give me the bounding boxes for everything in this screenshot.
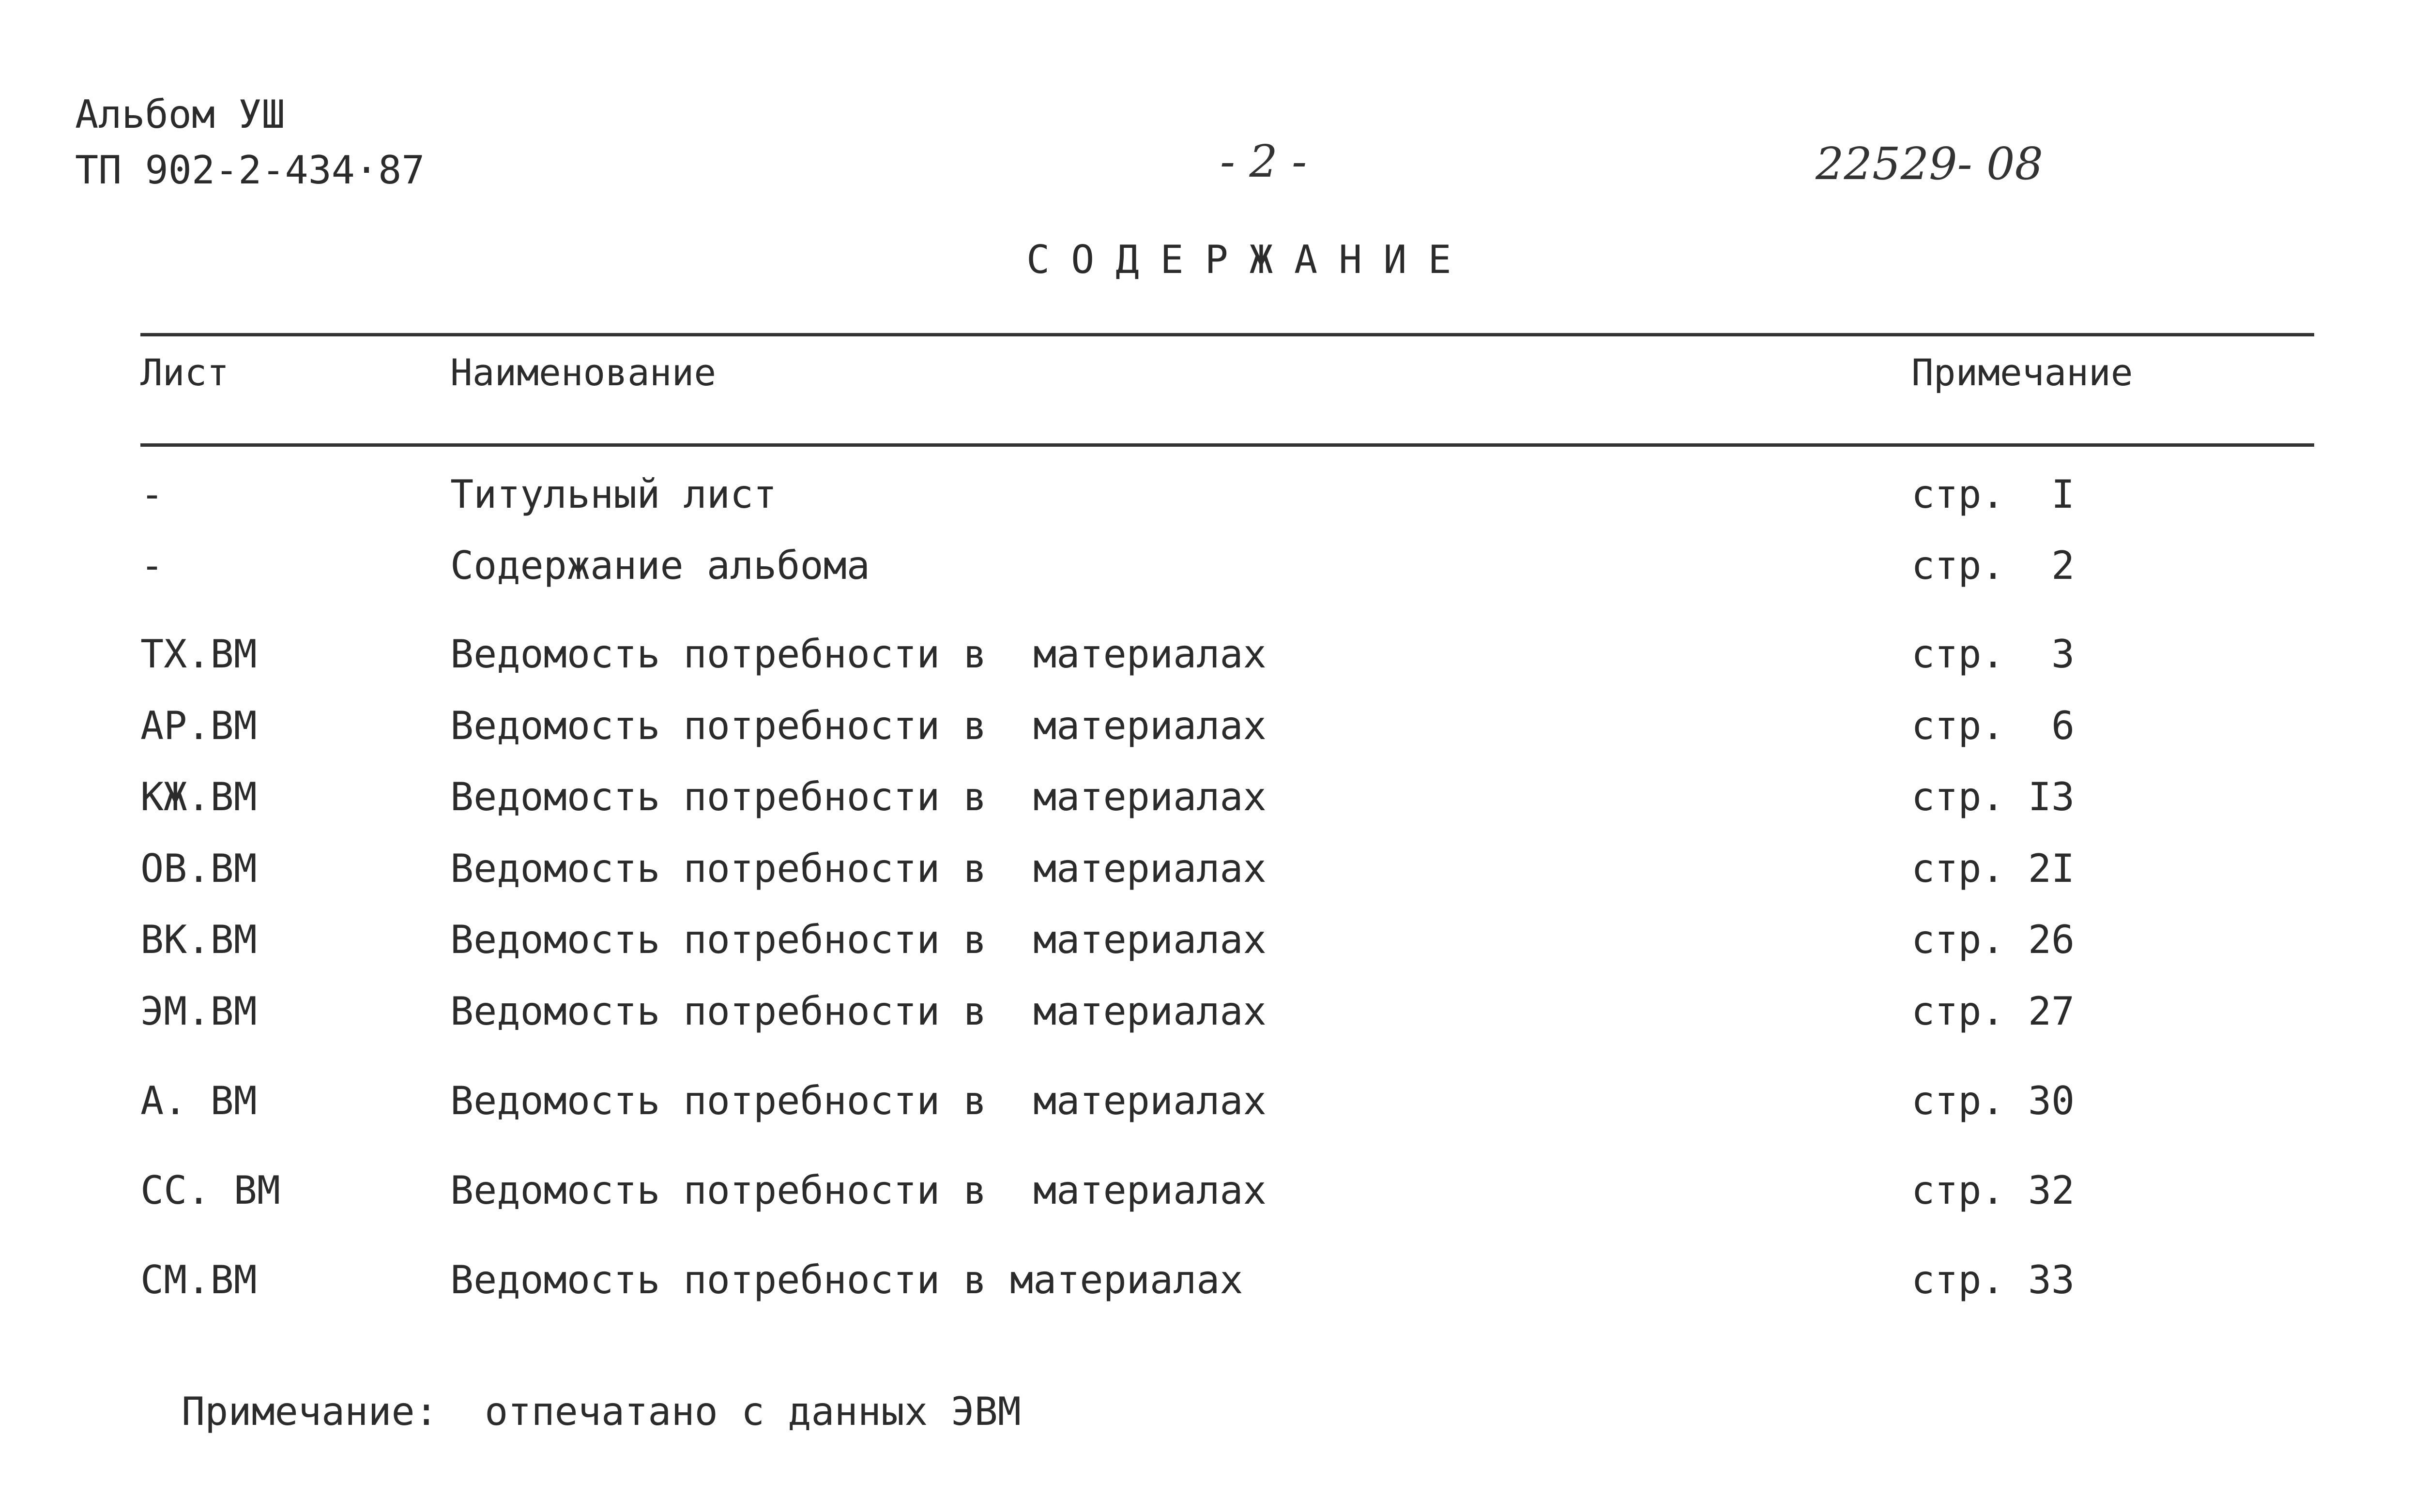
table-row bbox=[0, 1078, 2412, 1127]
column-header-name: Наименование bbox=[450, 351, 717, 394]
column-header-note: Примечание bbox=[1911, 351, 2133, 394]
row-sheet: СС. ВМ bbox=[140, 1168, 280, 1213]
row-name: Ведомость потребности в материалах bbox=[450, 1078, 1267, 1123]
row-name: Титульный лист bbox=[450, 472, 777, 517]
document-code: ТП 902-2-434·87 bbox=[75, 148, 425, 193]
row-name: Ведомость потребности в материалах bbox=[450, 774, 1267, 819]
table-row bbox=[0, 917, 2412, 966]
row-note: стр. 32 bbox=[1911, 1168, 2075, 1213]
row-sheet: А. ВМ bbox=[140, 1078, 257, 1123]
row-name: Ведомость потребности в материалах bbox=[450, 846, 1267, 891]
row-name: Содержание альбома bbox=[450, 543, 870, 588]
footer-note: Примечание: отпечатано с данных ЭВМ bbox=[182, 1389, 1021, 1434]
row-name: Ведомость потребности в материалах bbox=[450, 703, 1267, 748]
row-sheet: СМ.ВМ bbox=[140, 1257, 257, 1302]
page-number: - 2 - bbox=[1220, 136, 1307, 187]
row-name: Ведомость потребности в материалах bbox=[450, 632, 1267, 677]
table-row bbox=[0, 1257, 2412, 1306]
row-note: стр. 3 bbox=[1911, 632, 2075, 677]
row-note: стр. I3 bbox=[1911, 774, 2075, 819]
row-note: стр. 33 bbox=[1911, 1257, 2075, 1302]
row-name: Ведомость потребности в материалах bbox=[450, 1168, 1267, 1213]
table-row bbox=[0, 1168, 2412, 1216]
album-label: Альбом УШ bbox=[75, 92, 285, 137]
row-note: стр. I bbox=[1911, 472, 2075, 517]
row-sheet: - bbox=[140, 543, 164, 588]
row-sheet: КЖ.ВМ bbox=[140, 774, 257, 819]
table-top-rule bbox=[140, 333, 2314, 336]
row-sheet: - bbox=[140, 472, 164, 517]
row-note: стр. 26 bbox=[1911, 917, 2075, 962]
row-sheet: АР.ВМ bbox=[140, 703, 257, 748]
page-title: СОДЕРЖАНИЕ bbox=[1026, 237, 1473, 282]
row-note: стр. 27 bbox=[1911, 989, 2075, 1034]
row-name: Ведомость потребности в материалах bbox=[450, 989, 1267, 1034]
table-row bbox=[0, 774, 2412, 823]
row-note: стр. 6 bbox=[1911, 703, 2075, 748]
row-sheet: ТХ.ВМ bbox=[140, 632, 257, 677]
row-sheet: ОВ.ВМ bbox=[140, 846, 257, 891]
table-row bbox=[0, 703, 2412, 752]
row-sheet: ЭМ.ВМ bbox=[140, 989, 257, 1034]
row-sheet: ВК.ВМ bbox=[140, 917, 257, 962]
row-note: стр. 30 bbox=[1911, 1078, 2075, 1123]
table-row bbox=[0, 632, 2412, 680]
column-header-sheet: Лист bbox=[140, 351, 229, 394]
table-row bbox=[0, 472, 2412, 520]
table-header-rule bbox=[140, 443, 2314, 447]
row-note: стр. 2 bbox=[1911, 543, 2075, 588]
table-row bbox=[0, 989, 2412, 1037]
row-name: Ведомость потребности в материалах bbox=[450, 917, 1267, 962]
table-row bbox=[0, 846, 2412, 894]
row-name: Ведомость потребности в материалах bbox=[450, 1257, 1243, 1302]
sheet-code: 22529- 08 bbox=[1816, 138, 2044, 190]
table-row bbox=[0, 543, 2412, 591]
row-note: стр. 2I bbox=[1911, 846, 2075, 891]
